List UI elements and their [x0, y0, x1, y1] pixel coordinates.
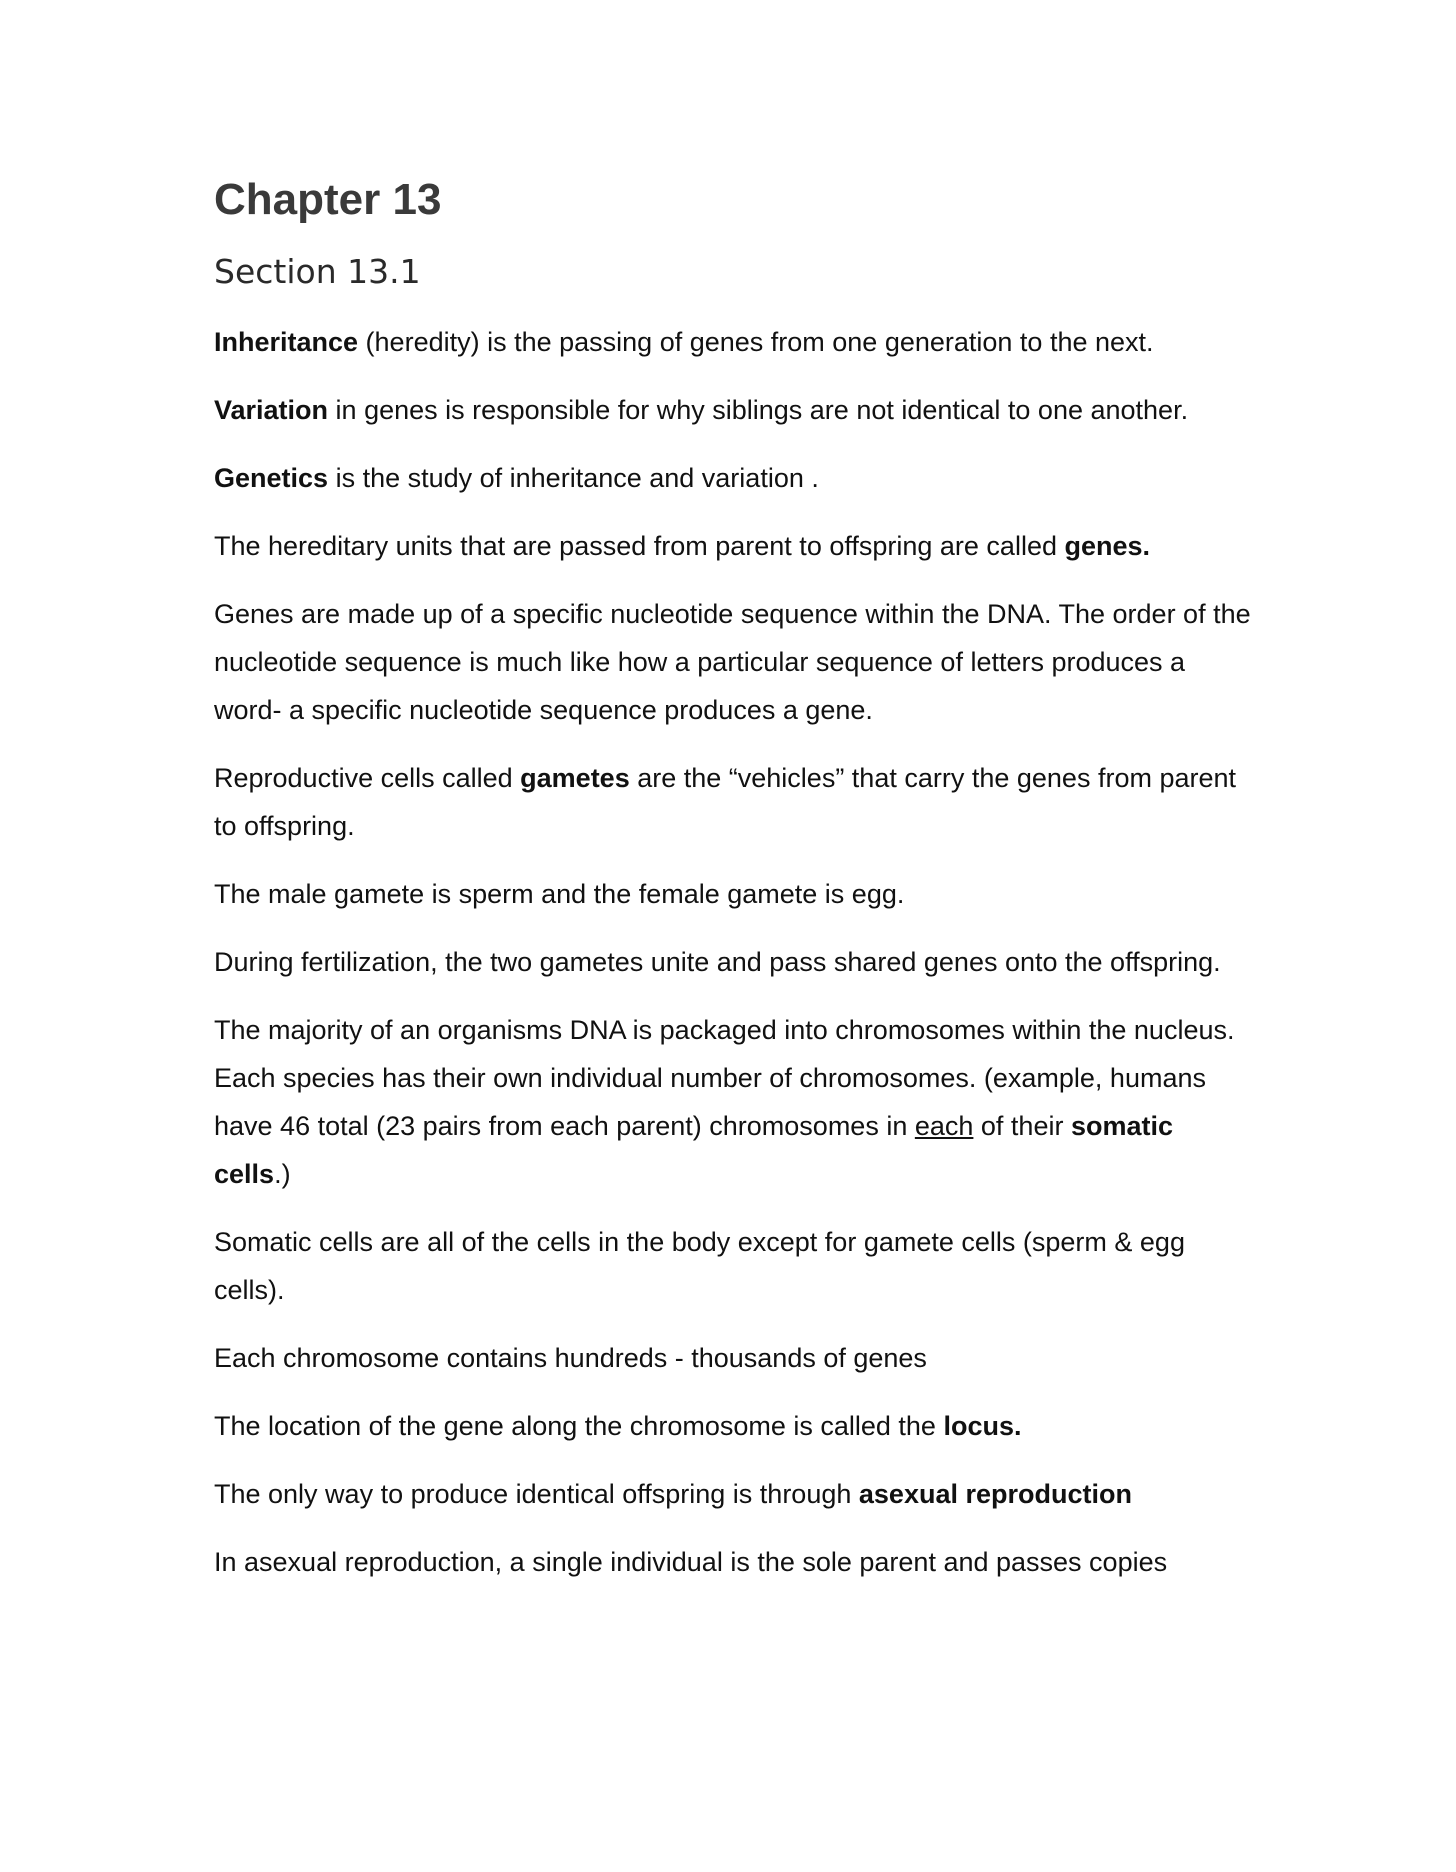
term-gametes: gametes: [520, 762, 630, 793]
paragraph-fertilization: During fertilization, the two gametes unite and pass shared genes onto the offspring.: [214, 946, 1221, 977]
paragraph-asexual-reproduction: The only way to produce identical offspring is through asexual reproduction: [214, 1478, 1132, 1509]
paragraph-chromosome-genes: Each chromosome contains hundreds - thousands of genes: [214, 1342, 927, 1373]
paragraph-somatic-cells: Somatic cells are all of the cells in the body except for gamete cells (sperm & egg cells).: [214, 1226, 1185, 1305]
paragraph-genetics: Genetics is the study of inheritance and variation .: [214, 462, 819, 493]
term-inheritance: Inheritance: [214, 326, 359, 357]
term-variation: Variation: [214, 394, 329, 425]
paragraph-locus: The location of the gene along the chromosome is called the locus.: [214, 1410, 1022, 1441]
chapter-title: Chapter 13: [214, 175, 442, 224]
paragraph-gametes: Reproductive cells called gametes are the “vehicles” that carry the genes from parent to offspring.: [214, 762, 1237, 841]
term-genes: genes.: [1064, 530, 1151, 561]
section-title: Section 13.1: [214, 252, 421, 292]
term-genetics: Genetics: [214, 462, 329, 493]
paragraph-genes: The hereditary units that are passed from parent to offspring are called genes.: [214, 530, 1151, 561]
paragraph-variation: Variation in genes is responsible for why siblings are not identical to one another.: [214, 394, 1189, 425]
paragraph-asexual-parent: In asexual reproduction, a single individual is the sole parent and passes copies: [214, 1546, 1168, 1577]
paragraph-chromosomes: The majority of an organisms DNA is packaged into chromosomes within the nucleus. Each species has their own individual number of chromosomes. (example, humans have 46 total (23 pairs from each parent) chromosomes in each of their somatic cells.): [214, 1014, 1235, 1189]
term-locus: locus.: [943, 1410, 1022, 1441]
underlined-each: each: [914, 1110, 974, 1141]
term-asexual-reproduction: asexual reproduction: [858, 1478, 1132, 1509]
paragraph-inheritance: Inheritance (heredity) is the passing of genes from one generation to the next.: [214, 326, 1154, 357]
term-somatic-cells: somatic cells: [214, 1110, 1173, 1189]
document-page: [214, 176, 1254, 1606]
paragraph-male-female-gamete: The male gamete is sperm and the female gamete is egg.: [214, 878, 905, 909]
paragraph-nucleotide-sequence: Genes are made up of a specific nucleotide sequence within the DNA. The order of the nucleotide sequence is much like how a particular sequence of letters produces a word- a specific nucleotide sequence produces a gene.: [214, 598, 1251, 725]
